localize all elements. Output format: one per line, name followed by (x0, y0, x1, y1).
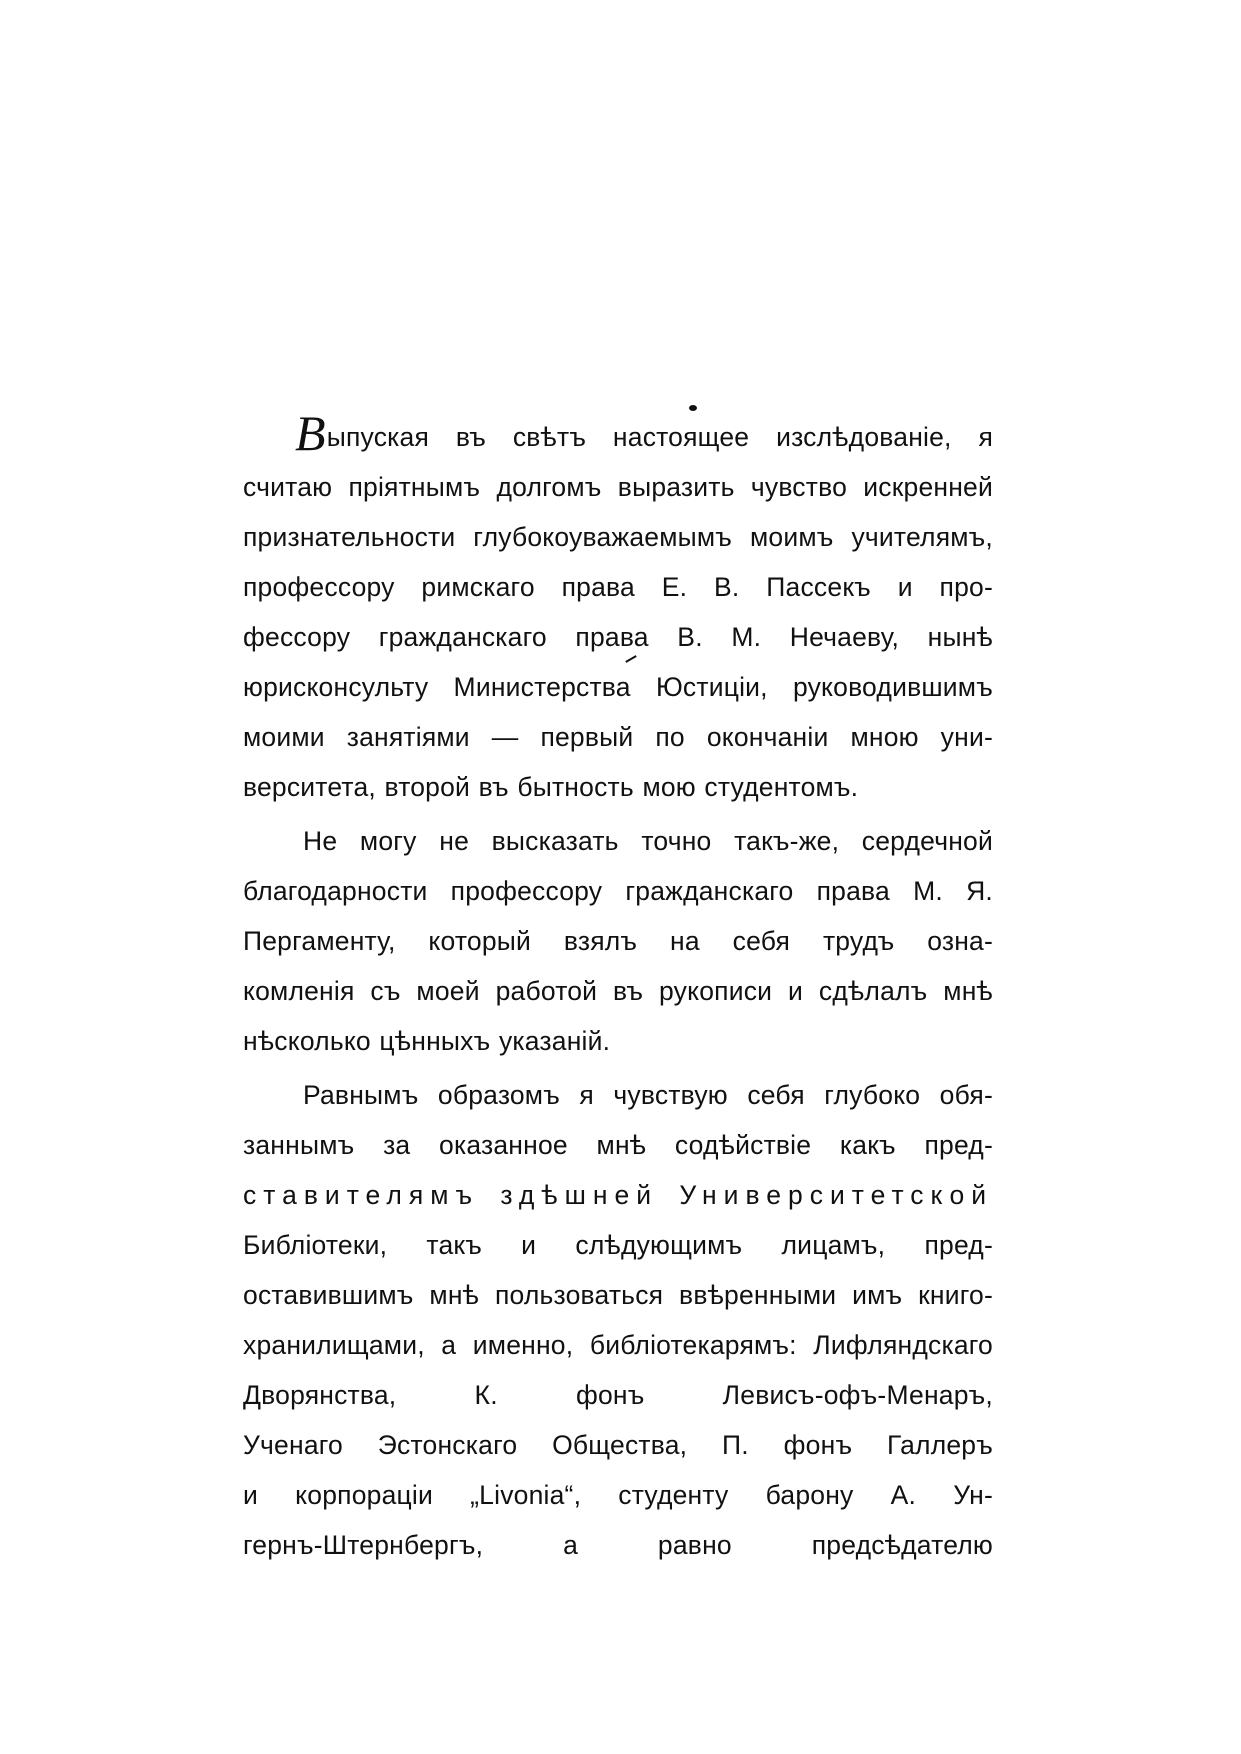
text-line: и корпораціи „Livonia“, студенту барону А. Ун- (243, 1480, 993, 1510)
ink-speck (689, 405, 697, 411)
text-line: Пергаменту, который взялъ на себя трудъ озна- (243, 926, 993, 956)
text-line: гернъ-Штернбергъ, а равно предсѣдателю (243, 1530, 993, 1560)
paragraph-acknowledgement-libraries (243, 1070, 993, 1570)
text-line: признательности глубокоуважаемымъ моимъ учителямъ, (243, 522, 993, 552)
paragraph-acknowledgement-pergament (243, 816, 993, 1066)
text-line: фессору гражданскаго права В. М. Нечаеву, нынѣ (243, 622, 993, 652)
text-line: комленія съ моей работой въ рукописи и сдѣлалъ мнѣ (243, 976, 993, 1006)
text-line: нѣсколько цѣнныхъ указаній. (243, 1026, 611, 1056)
text-line (243, 405, 993, 462)
text-line: ставителямъ здѣшней Университетской (243, 1180, 993, 1210)
text-line: Библіотеки, такъ и слѣдующимъ лицамъ, пред- (243, 1230, 993, 1260)
text-line: заннымъ за оказанное мнѣ содѣйствіе какъ пред- (243, 1130, 993, 1160)
text-line: профессору римскаго права Е. В. Пассекъ и про- (243, 572, 993, 602)
text-line: благодарности профессору гражданскаго права М. Я. (243, 876, 993, 906)
text-line: Равнымъ образомъ я чувствую себя глубоко обя- (303, 1080, 993, 1110)
text-line: Не могу не высказать точно такъ-же, сердечной (303, 826, 993, 856)
text-line: Дворянства, К. фонъ Левисъ-офъ-Менаръ, (243, 1380, 993, 1410)
text-line: юрисконсульту Министерства Юстиціи, руководившимъ (243, 672, 993, 702)
first-line-text: ыпуская въ свѣтъ настоящее изслѣдованіе, я (326, 422, 993, 452)
text-line: оставившимъ мнѣ пользоваться ввѣренными имъ книго- (243, 1280, 993, 1310)
text-line: моими занятіями — первый по окончаніи мною уни- (243, 722, 993, 752)
text-line: считаю пріятнымъ долгомъ выразить чувство искренней (243, 472, 993, 502)
text-line: хранилищами, а именно, библіотекарямъ: Лифляндскаго (243, 1330, 993, 1360)
paragraph-acknowledgement-teachers (243, 405, 993, 812)
text-line: Ученаго Эстонскаго Общества, П. фонъ Галлеръ (243, 1430, 993, 1460)
body-text (243, 405, 993, 1574)
text-line: верситета, второй въ бытность мою студентомъ. (243, 772, 859, 802)
drop-cap: В (295, 405, 326, 461)
